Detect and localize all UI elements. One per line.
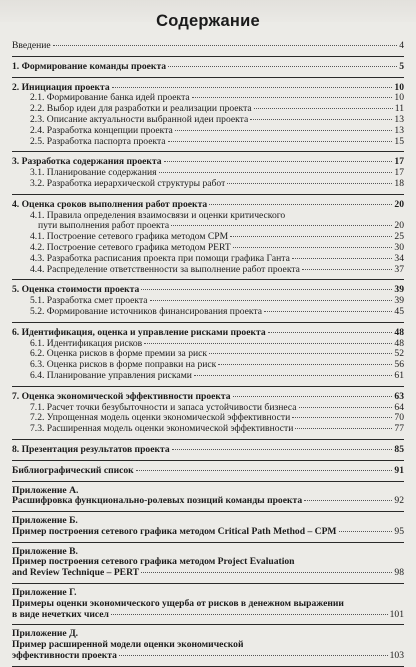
toc-entry-page: 48 xyxy=(394,326,404,338)
toc-entry-label: 7.1. Расчет точки безубыточности и запаса устойчивости бизнеса xyxy=(30,402,297,413)
toc-section-heading xyxy=(12,83,404,94)
dot-leader xyxy=(295,428,392,429)
section-divider xyxy=(12,481,404,482)
dot-leader xyxy=(218,364,392,365)
dot-leader xyxy=(209,204,392,205)
section-divider xyxy=(12,56,404,57)
toc-entry-label: 2.1. Формирование банка идей проекта xyxy=(30,93,190,104)
toc-subentry xyxy=(12,265,404,276)
toc-subentry xyxy=(12,349,404,360)
toc-subentry xyxy=(12,104,404,115)
toc-entry-label: 5.1. Разработка смет проекта xyxy=(30,296,148,307)
toc-entry-page: 61 xyxy=(394,369,404,381)
toc-entry-page: 63 xyxy=(394,390,404,402)
toc-entry-label: 6.3. Оценка рисков в форме поправки на риск xyxy=(30,360,217,371)
toc-entry-label: 8. Презентация результатов проекта xyxy=(12,444,170,455)
toc-section-heading xyxy=(12,157,404,168)
toc-section-heading xyxy=(12,445,404,456)
toc-entry-label: 6. Идентификация, оценка и управление рисками проекта xyxy=(12,327,266,338)
appendix-heading: Приложение Д. xyxy=(12,628,79,640)
dot-leader xyxy=(304,500,392,501)
appendix-heading: Приложение Г. xyxy=(12,587,77,599)
toc-entry-label: пути выполнения работ проекта xyxy=(38,221,170,232)
toc-entry-page: 13 xyxy=(394,124,404,136)
toc-entry-page: 37 xyxy=(394,263,404,275)
toc-appendices xyxy=(12,486,404,667)
toc-entry-label: 6.1. Идентификация рисков xyxy=(30,338,143,349)
toc-section xyxy=(12,392,404,440)
toc-entry-label: Расшифровка функционально-ролевых позиций команды проекта xyxy=(12,496,303,507)
toc-entry-label: 3.2. Разработка иерархической структуры работ xyxy=(30,178,226,189)
toc-entry-label: 4.3. Разработка расписания проекта при помощи графика Ганта xyxy=(30,253,290,264)
dot-leader xyxy=(233,247,393,248)
toc-subentry xyxy=(12,232,404,243)
toc-entry-label: 7.2. Упрощенная модель оценки экономической эффективности xyxy=(30,413,291,424)
toc-title: Содержание xyxy=(156,12,260,30)
dot-leader xyxy=(53,45,398,46)
dot-leader xyxy=(168,66,397,67)
dot-leader xyxy=(136,470,393,471)
toc-entry-page: 34 xyxy=(394,252,404,264)
toc-entry-label: 5. Оценка стоимости проекта xyxy=(12,285,140,296)
toc-entry-label: 2.3. Описание актуальности выбранной идеи проекта xyxy=(30,114,249,125)
toc-entry-page: 77 xyxy=(394,423,404,435)
toc-section xyxy=(12,445,404,461)
toc-entry-page: 48 xyxy=(394,337,404,349)
toc-sections xyxy=(12,62,404,461)
section-divider xyxy=(12,460,404,461)
toc-subentry xyxy=(12,93,404,104)
toc-entry-label: 4.4. Распределение ответственности за выполнение работ проекта xyxy=(30,264,300,275)
toc-subentry xyxy=(12,243,404,254)
toc-entry-label: 5.2. Формирование источников финансирования проекта xyxy=(30,306,263,317)
toc-entry-label: 7. Оценка экономической эффективности проекта xyxy=(12,391,231,402)
dot-leader xyxy=(141,572,392,573)
toc-section xyxy=(12,200,404,281)
toc-subentry xyxy=(12,339,404,350)
toc-section xyxy=(12,285,404,322)
toc-section-heading xyxy=(12,285,404,296)
toc-entry-page: 20 xyxy=(394,198,404,210)
dot-leader xyxy=(119,655,388,656)
toc-entry-page: 13 xyxy=(394,113,404,125)
toc-entry-page: 17 xyxy=(394,156,404,168)
appendix-title-line xyxy=(12,568,404,579)
toc-subentry xyxy=(12,179,404,190)
dot-leader xyxy=(192,97,393,98)
toc-entry-label: and Review Technique – PERT xyxy=(12,568,140,579)
toc-entry-page: 17 xyxy=(394,167,404,179)
toc-entry-page: 91 xyxy=(394,464,404,476)
toc-section xyxy=(12,157,404,194)
toc-entry-label: 2.4. Разработка концепции проекта xyxy=(30,125,173,136)
toc-entry-label: 2.2. Выбор идеи для разработки и реализации проекта xyxy=(30,104,252,115)
toc-section-heading xyxy=(12,392,404,403)
dot-leader xyxy=(111,614,388,615)
toc-entry-label: 2. Инициация проекта xyxy=(12,82,110,93)
dot-leader xyxy=(144,343,392,344)
toc-appendix xyxy=(12,588,404,625)
toc-section xyxy=(12,62,404,78)
section-divider xyxy=(12,77,404,78)
toc-entry-page: 10 xyxy=(394,81,404,93)
dot-leader xyxy=(172,449,393,450)
appendix-heading: Приложение Б. xyxy=(12,515,78,527)
toc-entry-page: 52 xyxy=(394,348,404,360)
section-divider xyxy=(12,439,404,440)
dot-leader xyxy=(264,311,392,312)
toc-entry-label: 4. Оценка сроков выполнения работ проекта xyxy=(12,199,208,210)
dot-leader xyxy=(230,236,392,237)
toc-appendix xyxy=(12,547,404,584)
section-divider xyxy=(12,542,404,543)
toc-entry-label: Примеры оценки экономического ущерба от рисков в денежном выражении xyxy=(12,598,344,609)
toc-entry-label: 4.1. Правила определения взаимосвязи и оценки критического xyxy=(30,210,286,221)
toc-entry-label: 6.2. Оценка рисков в форме премии за риск xyxy=(30,349,208,360)
dot-leader xyxy=(302,269,392,270)
appendix-title-line xyxy=(12,651,404,662)
toc-subentry xyxy=(12,424,404,435)
toc-entry-page: 70 xyxy=(394,412,404,424)
toc-entry-page: 18 xyxy=(394,177,404,189)
dot-leader xyxy=(150,300,393,301)
toc-entry-page: 39 xyxy=(394,284,404,296)
section-divider xyxy=(12,511,404,512)
section-divider xyxy=(12,322,404,323)
dot-leader xyxy=(292,417,392,418)
toc-entry-bibliography xyxy=(12,466,404,477)
toc-subentry xyxy=(12,168,404,179)
section-divider xyxy=(12,194,404,195)
toc-entry-page: 103 xyxy=(389,650,404,662)
dot-leader xyxy=(168,141,393,142)
toc-entry-label: 6.4. Планирование управления рисками xyxy=(30,370,192,381)
toc-entry-page: 15 xyxy=(394,135,404,147)
toc-entry-page: 95 xyxy=(394,525,404,537)
toc-entry-page: 64 xyxy=(394,401,404,413)
toc-entry-label: 2.5. Разработка паспорта проекта xyxy=(30,136,166,147)
toc-entry-page: 39 xyxy=(394,295,404,307)
section-divider xyxy=(12,624,404,625)
dot-leader xyxy=(233,396,393,397)
dot-leader xyxy=(299,407,393,408)
toc-section-heading xyxy=(12,200,404,211)
dot-leader xyxy=(194,375,393,376)
appendix-title-line xyxy=(12,557,404,568)
toc-entry-page: 101 xyxy=(389,608,404,620)
toc-subentry xyxy=(12,403,404,414)
toc-entry-label: Введение xyxy=(12,41,51,51)
toc-entry-page: 25 xyxy=(394,231,404,243)
dot-leader xyxy=(159,172,393,173)
section-divider xyxy=(12,151,404,152)
dot-leader xyxy=(164,161,393,162)
appendix-title-line xyxy=(12,640,404,651)
appendix-heading: Приложение А. xyxy=(12,484,79,496)
toc-subentry xyxy=(12,307,404,318)
toc-entry-label: эффективности проекта xyxy=(12,651,117,662)
toc-entry-page: 45 xyxy=(394,305,404,317)
toc-section-heading xyxy=(12,62,404,73)
toc-subentry xyxy=(12,221,404,232)
toc-subentry xyxy=(12,254,404,265)
toc-section xyxy=(12,328,404,387)
toc-subentry xyxy=(12,296,404,307)
appendix-title-line xyxy=(12,610,404,621)
dot-leader xyxy=(227,183,392,184)
toc-entry-label: 4.2. Построение сетевого графика методом PERT xyxy=(30,242,231,253)
dot-leader xyxy=(171,225,392,226)
toc-entry-page: 11 xyxy=(394,103,404,115)
section-divider xyxy=(12,583,404,584)
toc-entry-label: 3.1. Планирование содержания xyxy=(30,168,157,179)
toc-appendix xyxy=(12,629,404,666)
toc-page xyxy=(12,8,404,667)
toc-entry-page: 5 xyxy=(399,60,404,72)
toc-entry-label: Пример построения сетевого графика методом Critical Path Method – CPM xyxy=(12,526,337,537)
section-divider xyxy=(12,386,404,387)
toc-subentry xyxy=(12,115,404,126)
dot-leader xyxy=(268,332,393,333)
toc-entry-label: 4.1. Построение сетевого графика методом CPM xyxy=(30,232,229,243)
dot-leader xyxy=(209,353,392,354)
toc-appendix xyxy=(12,516,404,543)
appendix-heading: Приложение В. xyxy=(12,545,78,557)
toc-subentry xyxy=(12,360,404,371)
toc-entry-label: Пример построения сетевого графика методом Project Evaluation xyxy=(12,557,295,568)
dot-leader xyxy=(141,289,392,290)
toc-section-heading xyxy=(12,328,404,339)
toc-entry-label: 7.3. Расширенная модель оценки экономической эффективности xyxy=(30,424,294,435)
dot-leader xyxy=(175,130,393,131)
toc-section xyxy=(12,83,404,153)
dot-leader xyxy=(112,87,393,88)
dot-leader xyxy=(250,119,392,120)
toc-entry-label: Библиографический список xyxy=(12,465,134,476)
appendix-title-line xyxy=(12,496,404,507)
toc-entry-page: 10 xyxy=(394,92,404,104)
toc-entry-page: 56 xyxy=(394,359,404,371)
toc-entry-label: в виде нечетких чисел xyxy=(12,609,109,620)
toc-entry-page: 20 xyxy=(394,220,404,232)
appendix-title-line xyxy=(12,527,404,538)
toc-entry-page: 92 xyxy=(394,495,404,507)
toc-subentry xyxy=(12,413,404,424)
toc-entry-page: 85 xyxy=(394,443,404,455)
dot-leader xyxy=(254,108,393,109)
toc-entry-page: 4 xyxy=(399,40,404,51)
toc-subentry xyxy=(12,137,404,148)
dot-leader xyxy=(292,258,393,259)
toc-subentry xyxy=(12,211,404,222)
toc-entry-label: 1. Формирование команды проекта xyxy=(12,61,167,72)
toc-subentry xyxy=(12,126,404,137)
toc-entry-label: 3. Разработка содержания проекта xyxy=(12,157,162,168)
dot-leader xyxy=(339,531,393,532)
appendix-title-line xyxy=(12,599,404,610)
toc-entry-page: 98 xyxy=(394,567,404,579)
toc-subentry xyxy=(12,371,404,382)
toc-appendix xyxy=(12,486,404,513)
toc-entry-page: 30 xyxy=(394,241,404,253)
toc-entry-label: Пример расширенной модели оценки экономической xyxy=(12,640,244,651)
section-divider xyxy=(12,279,404,280)
toc-entry-intro xyxy=(12,41,404,52)
